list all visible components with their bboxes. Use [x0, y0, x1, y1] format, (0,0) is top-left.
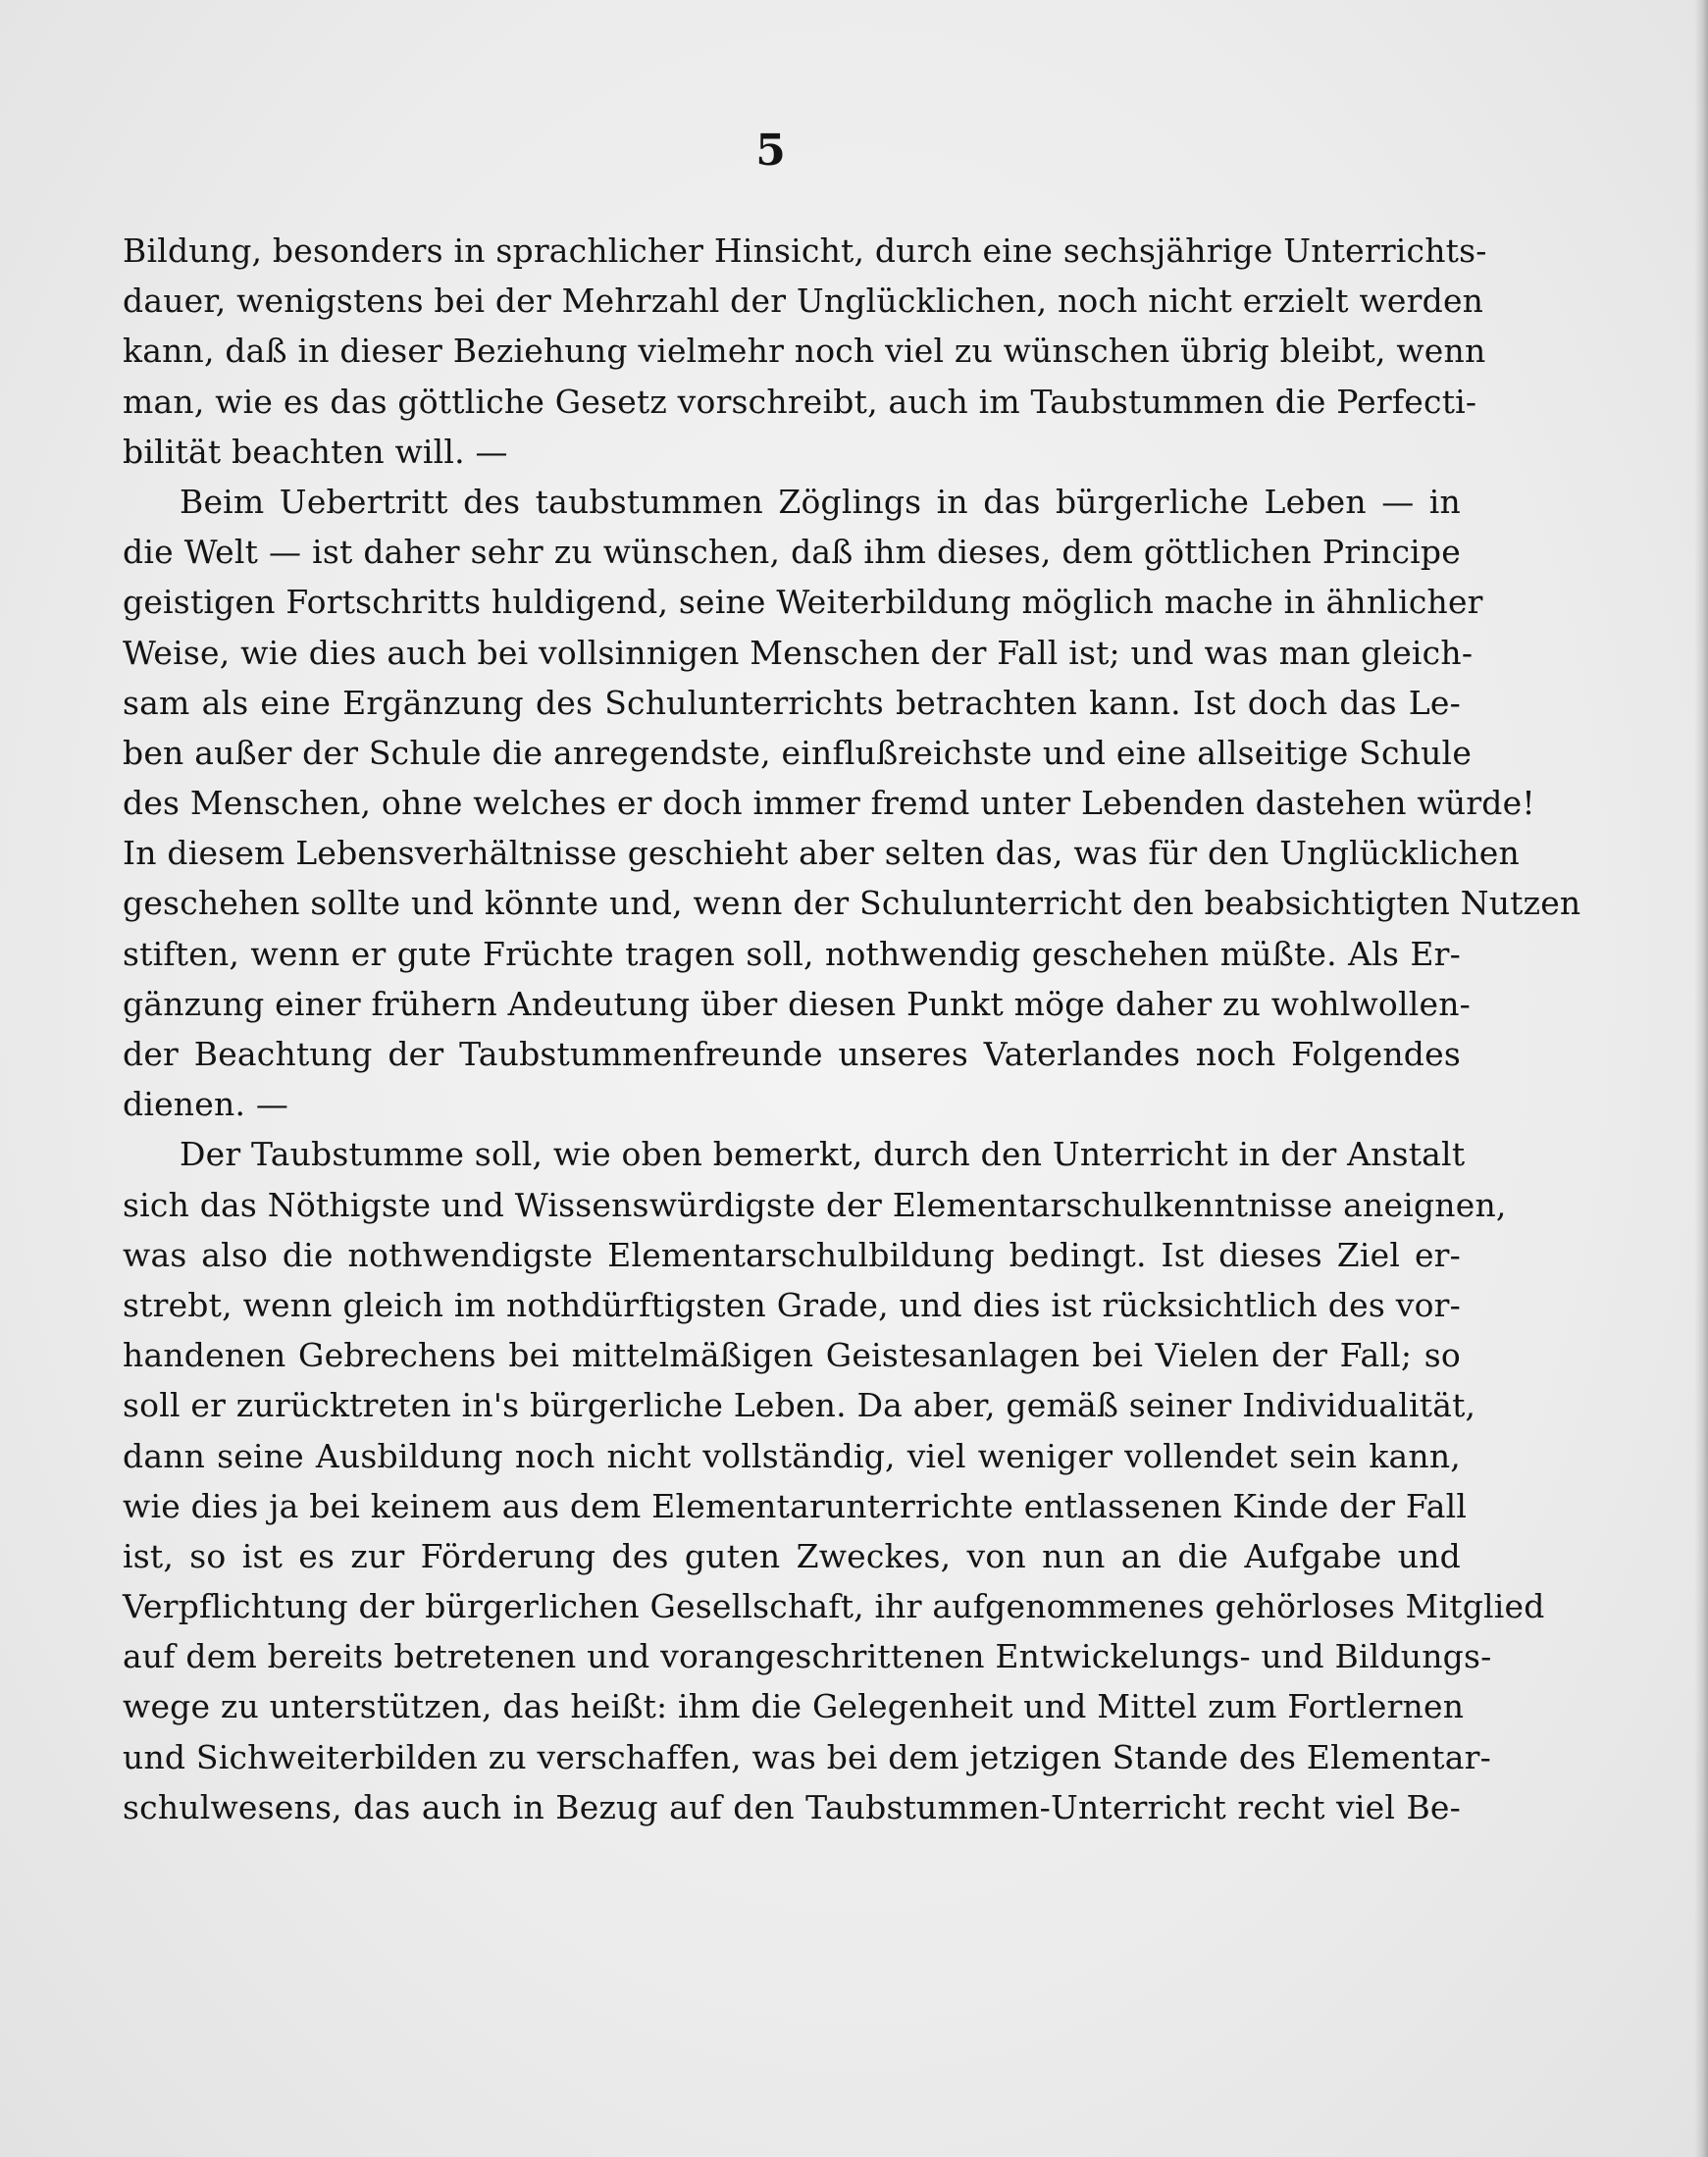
text-line: geistigen Fortschritts huldigend, seine Weiterbildung möglich mache in ähnlicher	[123, 583, 1483, 622]
text-line: handenen Gebrechens bei mittelmäßigen Geistesanlagen bei Vielen der Fall; so	[123, 1336, 1461, 1375]
text-line: Verpflichtung der bürgerlichen Gesellschaft, ihr aufgenommenes gehörloses Mitglied	[123, 1587, 1545, 1626]
text-line: dauer, wenigstens bei der Mehrzahl der Unglücklichen, noch nicht erzielt werden	[123, 282, 1484, 321]
text-line: dann seine Ausbildung noch nicht vollständig, viel weniger vollendet sein kann,	[123, 1436, 1461, 1475]
text-line: geschehen sollte und könnte und, wenn der Schulunterricht den beabsichtigten Nutzen	[123, 884, 1581, 923]
text-line: Beim Uebertritt des taubstummen Zöglings in das bürgerliche Leben — in	[180, 482, 1461, 521]
text-line: man, wie es das göttliche Gesetz vorschreibt, auch im Taubstummen die Perfecti-	[123, 382, 1477, 421]
text-line: soll er zurücktreten in's bürgerliche Leben. Da aber, gemäß seiner Individualität,	[123, 1386, 1476, 1425]
text-line: Bildung, besonders in sprachlicher Hinsicht, durch eine sechsjährige Unterrichts-	[123, 231, 1487, 270]
text-line: auf dem bereits betretenen und vorangeschrittenen Entwickelungs- und Bildungs-	[123, 1637, 1492, 1676]
text-line: die Welt — ist daher sehr zu wünschen, daß ihm dieses, dem göttlichen Principe	[123, 533, 1461, 572]
text-line: sich das Nöthigste und Wissenswürdigste der Elementarschulkenntnisse aneignen,	[123, 1185, 1507, 1224]
text-line: bilität beachten will. —	[123, 432, 508, 471]
text-line: Der Taubstumme soll, wie oben bemerkt, durch den Unterricht in der Anstalt	[180, 1135, 1466, 1174]
text-line: strebt, wenn gleich im nothdürftigsten Grade, und dies ist rücksichtlich des vor-	[123, 1285, 1461, 1324]
text-line: schulwesens, das auch in Bezug auf den Taubstummen-Unterricht recht viel Be-	[123, 1787, 1461, 1826]
text-line: des Menschen, ohne welches er doch immer fremd unter Lebenden dastehen würde!	[123, 784, 1535, 823]
text-line: was also die nothwendigste Elementarschulbildung bedingt. Ist dieses Ziel er-	[123, 1235, 1461, 1274]
text-body	[123, 226, 1581, 1832]
text-line: der Beachtung der Taubstummenfreunde unseres Vaterlandes noch Folgendes	[123, 1035, 1461, 1073]
text-line: Weise, wie dies auch bei vollsinnigen Menschen der Fall ist; und was man gleich-	[123, 633, 1474, 672]
text-line: stiften, wenn er gute Früchte tragen soll, nothwendig geschehen müßte. Als Er-	[123, 934, 1461, 973]
text-line: wie dies ja bei keinem aus dem Elementarunterrichte entlassenen Kinde der Fall	[123, 1486, 1468, 1525]
text-line: sam als eine Ergänzung des Schulunterrichts betrachten kann. Ist doch das Le-	[123, 683, 1461, 722]
text-line: dienen. —	[123, 1085, 289, 1124]
text-line: wege zu unterstützen, das heißt: ihm die Gelegenheit und Mittel zum Fortlernen	[123, 1687, 1465, 1726]
text-line: In diesem Lebensverhältnisse geschieht aber selten das, was für den Unglücklichen	[123, 834, 1520, 873]
text-line: gänzung einer frühern Andeutung über diesen Punkt möge daher zu wohlwollen-	[123, 984, 1472, 1023]
page-edge-shadow	[1694, 0, 1708, 2157]
text-line: ben außer der Schule die anregendste, einflußreichste und eine allseitige Schule	[123, 733, 1473, 772]
text-line: ist, so ist es zur Förderung des guten Zweckes, von nun an die Aufgabe und	[123, 1536, 1461, 1575]
page-number: 5	[755, 126, 786, 176]
text-line: und Sichweiterbilden zu verschaffen, was bei dem jetzigen Stande des Elementar-	[123, 1737, 1491, 1776]
text-line: kann, daß in dieser Beziehung vielmehr noch viel zu wünschen übrig bleibt, wenn	[123, 332, 1486, 371]
